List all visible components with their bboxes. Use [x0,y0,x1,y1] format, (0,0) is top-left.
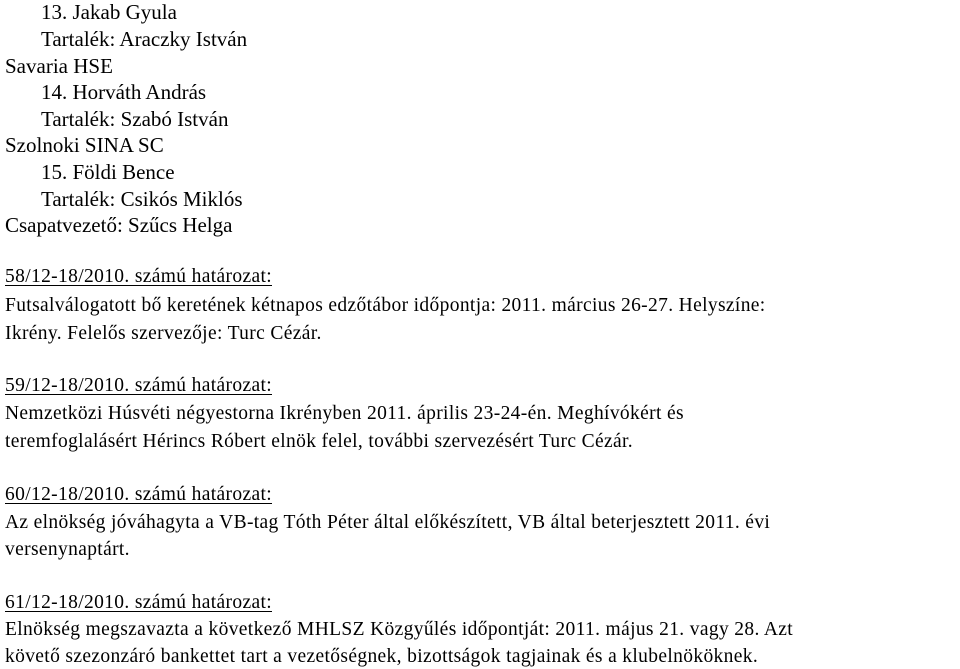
resolution-text-line: követő szezonzáró bankettet tart a vezetőségnek, bizottságok tagjainak és a klubelnököknek. [5,646,759,667]
resolution-text-line: Ikrény. Felelős szervezője: Turc Cézár. [5,323,322,344]
roster-substitute-line: Tartalék: Szabó István [41,107,229,131]
resolution-heading: 59/12-18/2010. számú határozat: [5,375,272,396]
resolution-heading: 58/12-18/2010. számú határozat: [5,266,272,287]
resolution-text-line: Az elnökség jóváhagyta a VB-tag Tóth Péter által előkészített, VB által beterjesztett 2011. évi [5,512,771,533]
roster-team-leader: Csapatvezető: Szűcs Helga [5,213,233,237]
roster-player-line: 15. Földi Bence [41,160,175,184]
resolution-heading: 61/12-18/2010. számú határozat: [5,592,272,613]
resolution-text-line: versenynaptárt. [5,539,130,560]
resolution-text-line: Nemzetközi Húsvéti négyestorna Ikrényben 2011. április 23-24-én. Meghívókért és [5,403,684,424]
resolution-text-line: teremfoglalásért Hérincs Róbert elnök felel, további szervezésért Turc Cézár. [5,431,633,452]
roster-team-name: Szolnoki SINA SC [5,133,164,157]
resolution-text-line: Elnökség megszavazta a következő MHLSZ Közgyűlés időpontját: 2011. május 21. vagy 28. Azt [5,619,794,640]
roster-substitute-line: Tartalék: Araczky István [41,27,248,51]
roster-team-name: Savaria HSE [5,54,113,78]
resolution-text-line: Futsalválogatott bő keretének kétnapos edzőtábor időpontja: 2011. március 26-27. Helyszíne: [5,295,766,316]
roster-substitute-line: Tartalék: Csikós Miklós [41,187,243,211]
resolution-heading: 60/12-18/2010. számú határozat: [5,484,272,505]
roster-player-line: 14. Horváth András [41,80,207,104]
roster-player-line: 13. Jakab Gyula [41,0,177,24]
